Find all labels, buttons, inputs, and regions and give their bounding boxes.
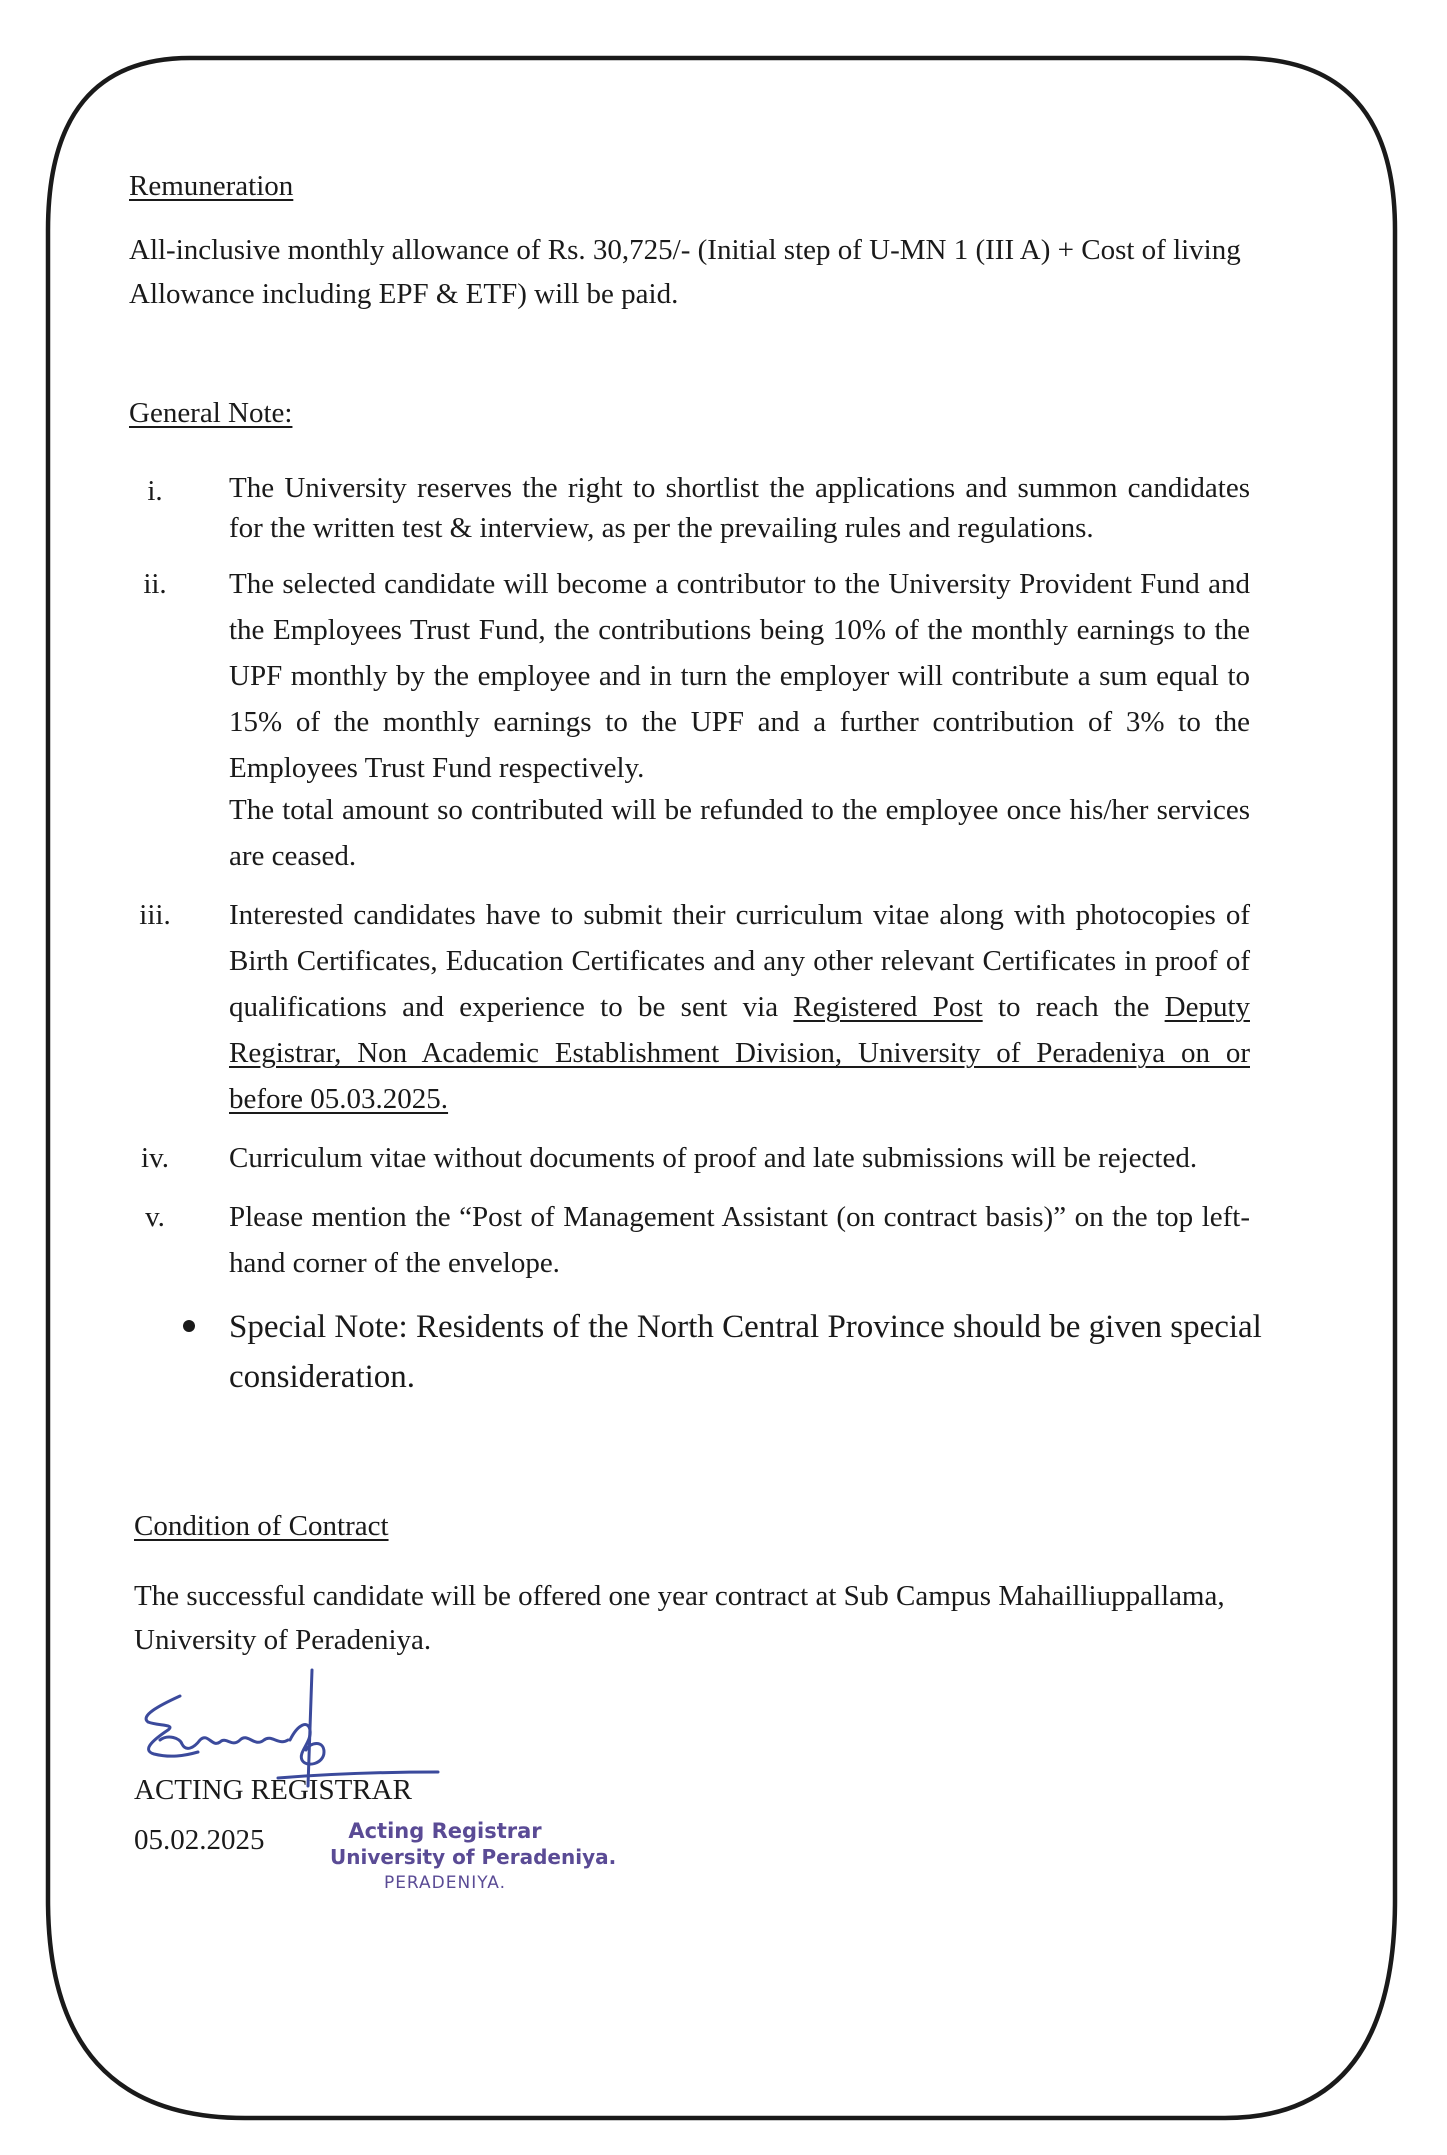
signatory-title: ACTING REGISTRAR	[134, 1774, 412, 1806]
list-item	[130, 1135, 1330, 1181]
list-item	[130, 561, 1330, 879]
remuneration-line-2: Allowance including EPF & ETF) will be paid.	[129, 278, 679, 310]
general-note-heading: General Note:	[129, 397, 293, 429]
list-item-number: iv.	[141, 1142, 169, 1174]
stamp-line-3: PERADENIYA.	[383, 1873, 507, 1893]
list-item	[130, 468, 1330, 548]
list-item-number: ii.	[143, 568, 167, 600]
signature-date: 05.02.2025	[134, 1824, 265, 1856]
list-item-text-part: to reach the	[982, 991, 1165, 1023]
stamp-line-1: Acting Registrar	[348, 1819, 542, 1843]
list-item-text-continued: The total amount so contributed will be refunded to the employee once his/her services are ceased.	[229, 794, 1250, 872]
list-item-text: The selected candidate will become a contributor to the University Provident Fund and the Employees Trust Fund, the contributions being 10% of the monthly earnings to the UPF monthly by the employee and in turn the employer will contribute a sum equal to 15% of the monthly earnings to the UPF and a further contribution of 3% to the Employees Trust Fund respectively.	[229, 568, 1250, 784]
list-item	[130, 892, 1330, 1122]
remuneration-heading: Remuneration	[129, 170, 294, 202]
remuneration-text	[129, 228, 1339, 316]
special-note-text: Special Note: Residents of the North Central Province should be given special consideration.	[229, 1309, 1262, 1395]
list-item-number: iii.	[139, 899, 171, 931]
contract-heading: Condition of Contract	[134, 1510, 389, 1542]
list-item-text	[229, 892, 1250, 1122]
deadline-emphasis: Deputy Registrar, Non Academic Establishment Division, University of Peradeniya on or before 05.03.2025.	[229, 991, 1250, 1115]
contract-line-2: University of Peradeniya.	[134, 1624, 432, 1656]
general-note-list	[130, 468, 1330, 1299]
remuneration-line-1: All-inclusive monthly allowance of Rs. 30,725/- (Initial step of U-MN 1 (III A) + Cost of living	[129, 234, 1241, 266]
list-item-number: v.	[145, 1201, 165, 1233]
list-item	[130, 1194, 1330, 1286]
registered-post-emphasis: Registered Post	[793, 991, 983, 1023]
list-item-text: Curriculum vitae without documents of proof and late submissions will be rejected.	[229, 1142, 1198, 1174]
contract-line-1: The successful candidate will be offered one year contract at Sub Campus Mahailliuppallama,	[134, 1580, 1225, 1612]
list-item-number: i.	[147, 475, 163, 507]
list-item-text: Please mention the “Post of Management Assistant (on contract basis)” on the top left-hand corner of the envelope.	[229, 1201, 1250, 1279]
list-item-text: The University reserves the right to shortlist the applications and summon candidates for the written test & interview, as per the prevailing rules and regulations.	[229, 472, 1250, 544]
bullet-icon	[183, 1320, 195, 1332]
stamp-line-2: University of Peradeniya.	[330, 1845, 617, 1869]
official-stamp	[330, 1818, 617, 1896]
special-note	[183, 1302, 1323, 1402]
contract-text	[134, 1574, 1344, 1662]
list-item-text-part: Interested candidates have to submit their curriculum vitae along with photocopies of Birth Certificates, Education Certificates and any other relevant Certificates in proof of qualifications and experience to be sent via	[229, 899, 1250, 1023]
